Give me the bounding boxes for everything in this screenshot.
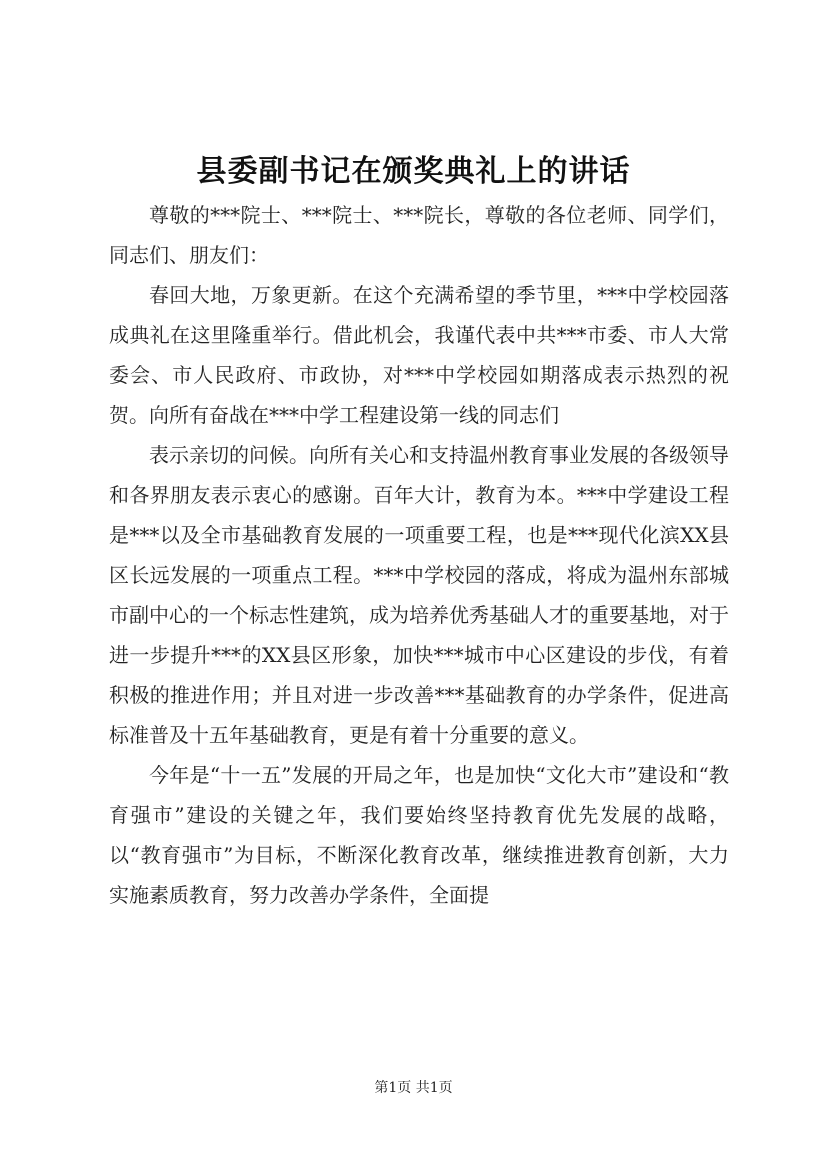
paragraph-salutation: 尊敬的***院士、***院士、***院长，尊敬的各位老师、同学们，同志们、朋友们：	[109, 203, 729, 267]
page-footer: 第1页 共1页	[374, 1080, 453, 1096]
document-body	[109, 195, 729, 915]
document-title: 县委副书记在颁奖典礼上的讲话	[196, 154, 631, 189]
paragraph-significance: 表示亲切的问候。向所有关心和支持温州教育事业发展的各级领导和各界朋友表示衷心的感谢。百年大计，教育为本。***中学建设工程是***以及全市基础教育发展的一项重要工程，也是***现代化滨XX县区长远发展的一项重点工程。***中学校园的落成，将成为温州东部城市副中心的一个标志性建筑，成为培养优秀基础人才的重要基地，对于进一步提升***的XX县区形象，加快***城市中心区建设的步伐，有着积极的推进作用；并且对进一步改善***基础教育的办学条件，促进高标准普及十五年基础教育，更是有着十分重要的意义。	[109, 443, 729, 747]
paragraph-opening: 春回大地，万象更新。在这个充满希望的季节里，***中学校园落成典礼在这里隆重举行。借此机会，我谨代表中共***市委、市人大常委会、市人民政府、市政协，对***中学校园如期落成表示热烈的祝贺。向所有奋战在***中学工程建设第一线的同志们	[109, 283, 729, 427]
paragraph-goals: 今年是“十一五”发展的开局之年，也是加快“文化大市”建设和“教育强市”建设的关键之年，我们要始终坚持教育优先发展的战略，以“教育强市”为目标，不断深化教育改革，继续推进教育创新，大力实施素质教育，努力改善办学条件，全面提	[109, 763, 729, 907]
